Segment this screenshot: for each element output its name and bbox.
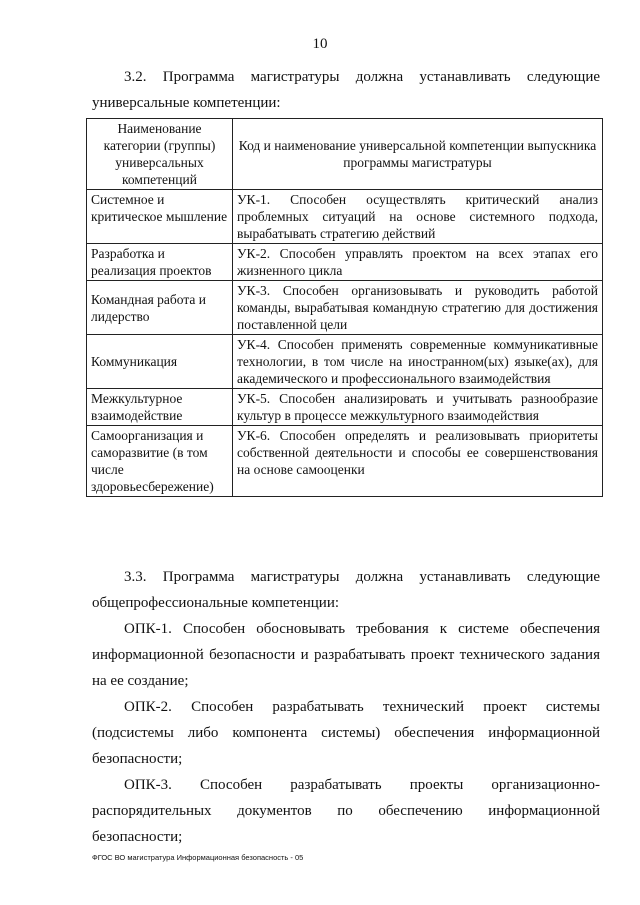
row-competence: УК-5. Способен анализировать и учитывать разнообразие культур в процессе межкультурного взаимодействия [233, 389, 603, 426]
opk-2: ОПК-2. Способен разрабатывать технический проект системы (подсистемы либо компонента системы) обеспечения информационной безопасности; [92, 699, 600, 767]
header-category: Наименование категории (группы) универсальных компетенций [87, 119, 233, 190]
table-row [87, 190, 603, 244]
row-category: Межкультурное взаимодействие [87, 389, 233, 426]
row-category: Коммуникация [87, 335, 233, 389]
row-competence: УК-6. Способен определять и реализовывать приоритеты собственной деятельности и способы ее совершенствования на основе самооценки [233, 426, 603, 497]
table-header-row [87, 119, 603, 190]
row-competence: УК-3. Способен организовывать и руководить работой команды, вырабатывая командную стратегию для достижения поставленной цели [233, 281, 603, 335]
row-competence: УК-4. Способен применять современные коммуникативные технологии, в том числе на иностранном(ых) языке(ах), для академического и профессионального взаимодействия [233, 335, 603, 389]
row-category: Командная работа и лидерство [87, 281, 233, 335]
row-competence: УК-1. Способен осуществлять критический анализ проблемных ситуаций на основе системного подхода, вырабатывать стратегию действий [233, 190, 603, 244]
opk-1: ОПК-1. Способен обосновывать требования к системе обеспечения информационной безопасности и разрабатывать проект технического задания на ее создание; [92, 621, 600, 689]
universal-competences-table [86, 118, 603, 497]
table-row [87, 426, 603, 497]
table-row [87, 335, 603, 389]
footer: ФГОС ВО магистратура Информационная безопасность - 05 [92, 853, 304, 862]
table-row [87, 281, 603, 335]
header-competence: Код и наименование универсальной компетенции выпускника программы магистратуры [233, 119, 603, 190]
table-row [87, 244, 603, 281]
page-number: 10 [312, 36, 328, 52]
row-competence: УК-2. Способен управлять проектом на всех этапах его жизненного цикла [233, 244, 603, 281]
row-category: Системное и критическое мышление [87, 190, 233, 244]
section-3-3-intro: 3.3. Программа магистратуры должна устанавливать следующие общепрофессиональные компетенции: [92, 569, 600, 611]
opk-3: ОПК-3. Способен разрабатывать проекты организационно-распорядительных документов по обеспечению информационной безопасности; [92, 777, 600, 845]
section-3-2-intro: 3.2. Программа магистратуры должна устанавливать следующие универсальные компетенции: [92, 69, 600, 111]
table-row [87, 389, 603, 426]
row-category: Самоорганизация и саморазвитие (в том числе здоровьесбережение) [87, 426, 233, 497]
row-category: Разработка и реализация проектов [87, 244, 233, 281]
